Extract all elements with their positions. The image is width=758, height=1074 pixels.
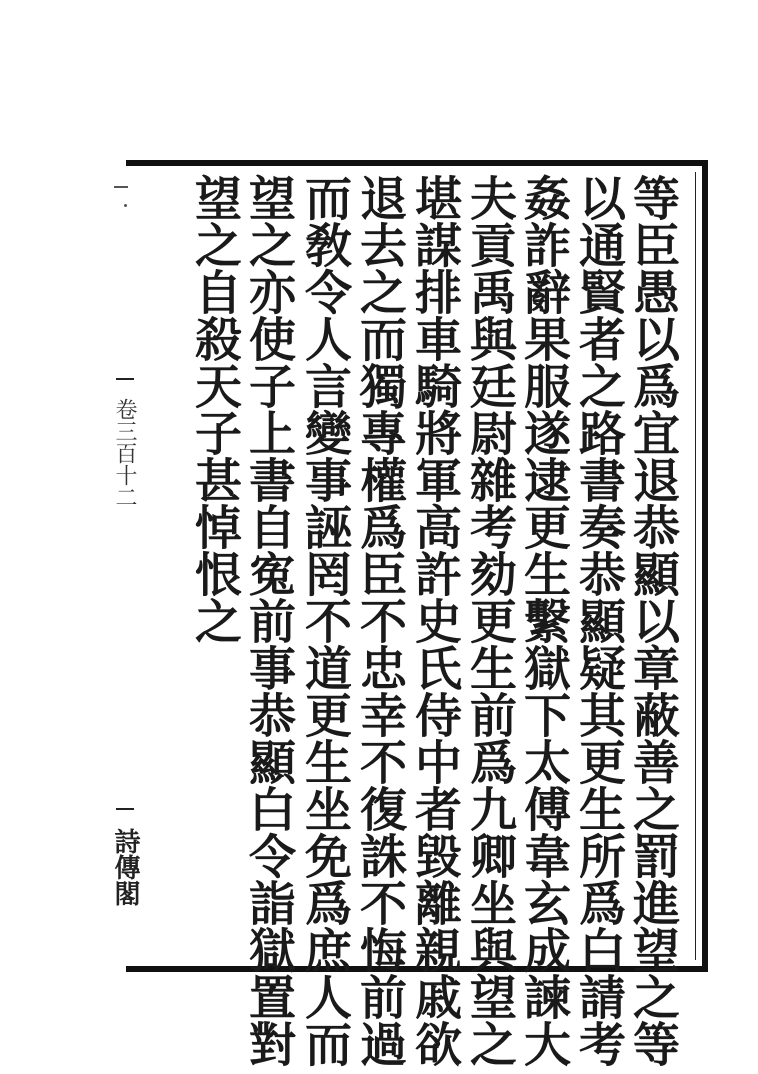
frame-inner-rule xyxy=(695,172,696,960)
publisher-mark: 詩傳閣 xyxy=(110,828,140,906)
fold-tick xyxy=(114,186,128,188)
fold-rule-upper xyxy=(116,378,134,380)
text-column-5: 堪謀排車騎將軍高許史氏侍中者毀離親戚欲 xyxy=(407,174,462,1067)
text-column-6: 退去之而獨專權爲臣不忠幸不復誅不悔前過 xyxy=(352,174,407,1067)
text-column-1: 等臣愚以爲宜退恭顯以章蔽善之罰進望之等 xyxy=(625,174,680,1067)
text-column-7: 而敎令人言變事誣罔不道更生坐免爲庶人而 xyxy=(297,174,352,1067)
fold-dot xyxy=(124,204,127,207)
text-column-3: 姦詐辭果服遂逮更生繫獄下太傅韋玄成諫大 xyxy=(516,174,571,1067)
fold-margin xyxy=(104,168,140,968)
text-column-8: 望之亦使子上書自寃前事恭顯白令詣獄置對 xyxy=(241,174,296,1067)
text-column-9: 望之自殺天子甚悼恨之 xyxy=(187,174,242,644)
folio-number: 卷三百十二 xyxy=(112,398,137,508)
text-column-4: 夫貢禹與廷尉雜考劾更生前爲九卿坐與望之 xyxy=(462,174,517,1067)
fold-rule-lower xyxy=(116,808,134,810)
text-column-2: 以通賢者之路書奏恭顯疑其更生所爲白請考 xyxy=(571,174,626,1067)
